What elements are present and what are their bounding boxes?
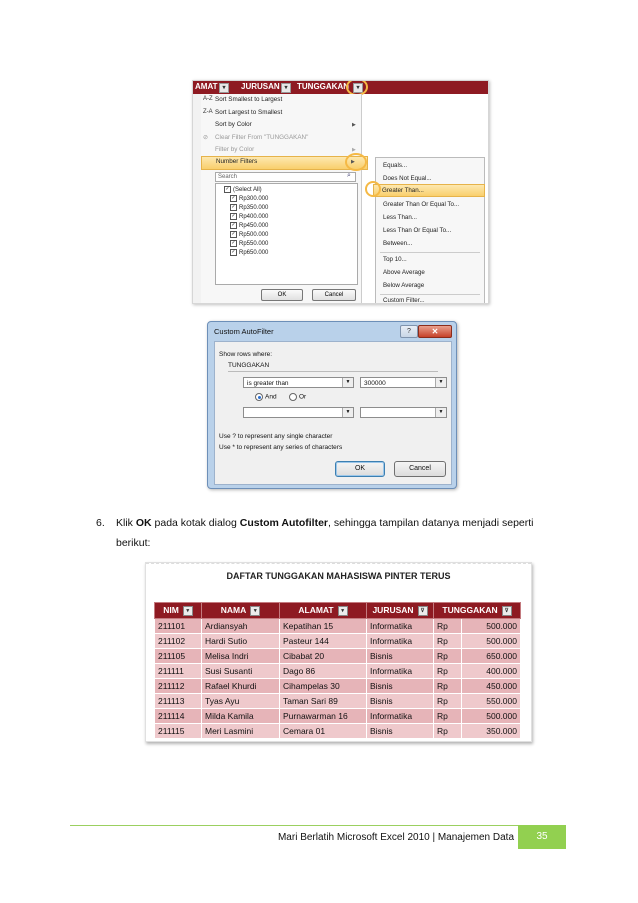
cell-jurusan: Informatika (367, 634, 434, 649)
cell-nama: Rafael Khurdi (202, 679, 280, 694)
footer-rule (70, 825, 566, 826)
menu-item-sort-by-color[interactable]: Sort by Color (215, 121, 252, 128)
cell-amount: 400.000 (461, 664, 520, 679)
filter-active-icon[interactable]: ⊽ (502, 606, 512, 616)
cell-currency: Rp (434, 694, 462, 709)
submenu-item-greater-than[interactable]: Greater Than... (382, 187, 424, 194)
checkbox-checked-icon: ✓ (231, 240, 236, 246)
and-radio[interactable]: And (255, 393, 277, 401)
cancel-button[interactable]: Cancel (312, 289, 356, 301)
search-icon: ⌕ (347, 172, 351, 179)
submenu-item-less-or-equal[interactable]: Less Than Or Equal To... (383, 227, 452, 234)
cell-amount: 550.000 (461, 694, 520, 709)
group-divider (228, 371, 438, 372)
cell-amount: 500.000 (461, 634, 520, 649)
show-rows-label: Show rows where: (219, 351, 273, 358)
ok-button[interactable]: OK (261, 289, 303, 301)
cell-currency: Rp (434, 664, 462, 679)
cell-nim: 211114 (155, 709, 202, 724)
cell-amount: 500.000 (461, 709, 520, 724)
cell-alamat: Pasteur 144 (280, 634, 367, 649)
cell-jurusan: Bisnis (367, 694, 434, 709)
cell-jurusan: Bisnis (367, 724, 434, 739)
header-col-amat: AMAT (195, 82, 218, 91)
cell-amount: 350.000 (461, 724, 520, 739)
header-col-jurusan: JURUSAN (241, 82, 280, 91)
step-number: 6. (96, 517, 105, 529)
filter-active-icon[interactable]: ▾ (281, 83, 291, 93)
menu-divider (380, 252, 480, 253)
cell-amount: 450.000 (461, 679, 520, 694)
cell-currency: Rp (434, 649, 462, 664)
submenu-arrow-icon: ▶ (352, 147, 356, 153)
cell-amount: 500.000 (461, 619, 520, 634)
filter-active-icon[interactable]: ⊽ (418, 606, 428, 616)
ok-emphasis: OK (135, 517, 152, 529)
cell-currency: Rp (434, 679, 462, 694)
cell-alamat: Taman Sari 89 (280, 694, 367, 709)
cell-jurusan: Informatika (367, 664, 434, 679)
filter-menu-screenshot (192, 80, 489, 304)
ok-button[interactable]: OK (335, 461, 385, 477)
cell-nim: 211111 (155, 664, 202, 679)
submenu-arrow-icon: ▶ (352, 122, 356, 128)
cell-jurusan: Bisnis (367, 649, 434, 664)
submenu-item-top10[interactable]: Top 10... (383, 256, 407, 263)
step-text: Klik OK pada kotak dialog Custom Autofilter, sehingga tampilan datanya menjadi seperti berikut: (116, 517, 534, 549)
chevron-down-icon: ▼ (342, 408, 353, 417)
sheet-gridline (146, 563, 531, 565)
value1-text: 300000 (364, 380, 386, 387)
filter-dropdown-icon[interactable]: ▾ (338, 606, 348, 616)
checkbox-checked-icon: ✓ (231, 213, 236, 219)
cell-alamat: Cihampelas 30 (280, 679, 367, 694)
table-row (155, 709, 521, 724)
chevron-down-icon: ▼ (342, 378, 353, 387)
data-table (154, 602, 521, 739)
cell-nama: Hardi Sutio (202, 634, 280, 649)
page-number: 35 (518, 825, 566, 849)
cell-nim: 211102 (155, 634, 202, 649)
operator1-value: is greater than (247, 380, 289, 387)
highlight-ring (345, 153, 367, 171)
value1-input[interactable] (360, 377, 447, 388)
submenu-item-equals[interactable]: Equals... (383, 162, 408, 169)
operator2-select[interactable] (243, 407, 354, 418)
checklist-item[interactable]: ✓ Rp450.000 (231, 222, 269, 230)
submenu-item-custom-filter[interactable]: Custom Filter... (383, 297, 425, 304)
checkbox-checked-icon: ✓ (231, 231, 236, 237)
cell-alamat: Kepatihan 15 (280, 619, 367, 634)
cell-currency: Rp (434, 634, 462, 649)
highlight-ring (365, 181, 381, 197)
radio-unselected-icon (289, 393, 297, 401)
checklist-item[interactable]: ✓ Rp500.000 (231, 231, 269, 239)
table-header-row (155, 603, 521, 619)
table-row (155, 619, 521, 634)
cancel-button[interactable]: Cancel (394, 461, 446, 477)
submenu-arrow-icon: ▶ (351, 159, 355, 165)
checklist-item[interactable]: ✓ Rp300.000 (231, 195, 269, 203)
menu-item-sort-asc[interactable]: Sort Smallest to Largest (215, 96, 283, 103)
cell-alamat: Cibabat 20 (280, 649, 367, 664)
cell-nama: Milda Kamila (202, 709, 280, 724)
sheet-header-row (193, 81, 488, 94)
number-filters-submenu (375, 157, 485, 304)
column-header-tunggakan: TUNGGAKAN ⊽ (434, 603, 521, 619)
footer-title: Mari Berlatih Microsoft Excel 2010 | Manajemen Data (277, 832, 514, 843)
checkbox-checked-icon: ✓ (231, 249, 236, 255)
checkbox-checked-icon: ✓ (231, 204, 236, 210)
table-row (155, 724, 521, 739)
cell-currency: Rp (434, 724, 462, 739)
menu-item-clear-filter[interactable]: Clear Filter From "TUNGGAKAN" (215, 134, 309, 141)
submenu-item-less-than[interactable]: Less Than... (383, 214, 417, 221)
custom-autofilter-dialog (207, 321, 457, 489)
table-row (155, 664, 521, 679)
cell-jurusan: Informatika (367, 619, 434, 634)
menu-item-number-filters[interactable]: Number Filters (216, 158, 258, 165)
menu-item-sort-desc[interactable]: Sort Largest to Smallest (215, 109, 283, 116)
cell-nama: Ardiansyah (202, 619, 280, 634)
sort-ascending-icon: A-Z (203, 96, 213, 102)
column-header-nama: NAMA ▾ (202, 603, 280, 619)
clear-filter-icon: ⊘ (203, 135, 209, 141)
cell-nama: Meri Lasmini (202, 724, 280, 739)
operator1-select[interactable] (243, 377, 354, 388)
cell-currency: Rp (434, 709, 462, 724)
checklist-item[interactable]: ✓ (Select All) (225, 186, 262, 194)
cell-nim: 211101 (155, 619, 202, 634)
checkbox-checked-icon: ✓ (231, 195, 236, 201)
submenu-item-between[interactable]: Between... (383, 240, 413, 247)
table-row (155, 634, 521, 649)
cell-nama: Susi Susanti (202, 664, 280, 679)
help-button[interactable]: ? (400, 325, 418, 338)
cell-nim: 211113 (155, 694, 202, 709)
checklist-item[interactable]: ✓ Rp350.000 (231, 204, 269, 212)
cell-currency: Rp (434, 619, 462, 634)
value-checklist (215, 183, 358, 285)
header-col-tunggakan: TUNGGAKAN (297, 82, 349, 91)
result-table-screenshot (145, 562, 532, 742)
value2-input[interactable] (360, 407, 447, 418)
table-row (155, 694, 521, 709)
checklist-item[interactable]: ✓ Rp650.000 (231, 249, 269, 257)
cell-jurusan: Informatika (367, 709, 434, 724)
dialog-title: Custom AutoFilter (214, 327, 274, 336)
filter-dropdown-icon[interactable]: ▾ (183, 606, 193, 616)
search-box[interactable]: Search (215, 172, 356, 182)
menu-divider (380, 294, 480, 295)
filter-dropdown-icon[interactable]: ▾ (250, 606, 260, 616)
table-title: DAFTAR TUNGGAKAN MAHASISWA PINTER TERUS (226, 571, 451, 581)
table-row (155, 679, 521, 694)
cell-alamat: Dago 86 (280, 664, 367, 679)
cell-nama: Melisa Indri (202, 649, 280, 664)
cell-jurusan: Bisnis (367, 679, 434, 694)
cell-alamat: Cemara 01 (280, 724, 367, 739)
menu-item-filter-by-color[interactable]: Filter by Color (215, 146, 255, 153)
checklist-item[interactable]: ✓ Rp400.000 (231, 213, 269, 221)
chevron-down-icon: ▼ (435, 408, 446, 417)
column-header-alamat: ALAMAT ▾ (280, 603, 367, 619)
sort-descending-icon: Z-A (203, 109, 213, 115)
submenu-item-above-average[interactable]: Above Average (383, 269, 425, 276)
chevron-down-icon: ▼ (435, 378, 446, 387)
cell-alamat: Purnawarman 16 (280, 709, 367, 724)
checklist-item[interactable]: ✓ Rp550.000 (231, 240, 269, 248)
cell-nim: 211115 (155, 724, 202, 739)
field-name-label: TUNGGAKAN (228, 362, 270, 369)
hint-series-chars: Use * to represent any series of characters (219, 444, 343, 451)
hint-single-char: Use ? to represent any single character (219, 433, 333, 440)
submenu-item-below-average[interactable]: Below Average (383, 282, 425, 289)
submenu-item-not-equal[interactable]: Does Not Equal... (383, 175, 432, 182)
dialog-name-emphasis: Custom Autofilter (239, 517, 329, 529)
column-header-nim: NIM ▾ (155, 603, 202, 619)
cell-nim: 211105 (155, 649, 202, 664)
cell-nim: 211112 (155, 679, 202, 694)
radio-selected-icon (255, 393, 263, 401)
submenu-item-greater-or-equal[interactable]: Greater Than Or Equal To... (383, 201, 460, 208)
or-radio[interactable]: Or (289, 393, 306, 401)
cell-nama: Tyas Ayu (202, 694, 280, 709)
filter-dropdown-icon[interactable]: ▾ (353, 83, 363, 93)
table-row (155, 649, 521, 664)
checkbox-checked-icon: ✓ (225, 186, 230, 192)
close-button[interactable]: ✕ (418, 325, 452, 338)
filter-dropdown-icon[interactable]: ▾ (219, 83, 229, 93)
checkbox-checked-icon: ✓ (231, 222, 236, 228)
cell-amount: 650.000 (461, 649, 520, 664)
column-header-jurusan: JURUSAN ⊽ (367, 603, 434, 619)
